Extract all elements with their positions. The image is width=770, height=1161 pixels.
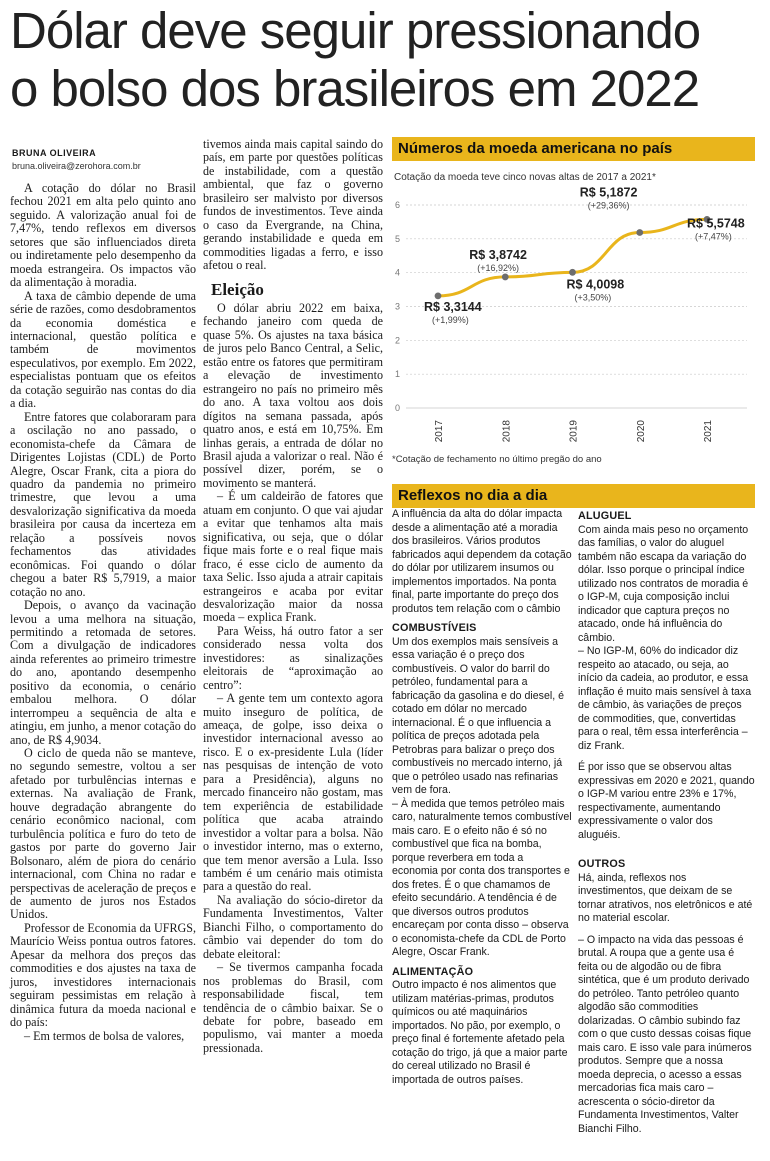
change-label: (+16,92%) bbox=[477, 262, 520, 273]
value-label: R$ 3,8742 bbox=[469, 247, 527, 262]
heading-aluguel: ALUGUEL bbox=[578, 510, 632, 522]
value-label: R$ 3,3144 bbox=[424, 299, 482, 314]
paragraph: – Em termos de bolsa de valores, bbox=[24, 1028, 185, 1043]
change-label: (+29,36%) bbox=[587, 200, 630, 211]
x-tick-label: 2021 bbox=[703, 420, 714, 443]
y-tick-label: 6 bbox=[394, 200, 400, 210]
reflexos-title: Reflexos no dia a dia bbox=[392, 484, 755, 508]
heading-outros: OUTROS bbox=[578, 858, 626, 870]
paragraph: O dólar abriu 2022 em baixa, fechando janeiro com queda de quase 5%. Os ajustes na taxa básica de juros pelo Banco Central, a Selic, estão entre os fatores que permitiram a elevação de investimento estrangeiro no país no primeiro mês do ano. A taxa voltou aos dois dígitos na semana passada, após quatro anos, e está em 10,75%. Em linhas gerais, a entrada de dólar no Brasil ajuda a valorizar o real. Não é possível dizer, porém, se o movimento se manterá. bbox=[203, 300, 383, 490]
data-point bbox=[569, 269, 576, 276]
y-tick-label: 1 bbox=[394, 369, 400, 380]
paragraph: tivemos ainda mais capital saindo do país, em parte por questões políticas de instabilidade, com a questão ambiental, que faz o governo brasileiro ser malvisto por diversos fundos de investimentos. Teve ainda o caso da Evergrande, na China, gerando instabilidade e queda em commodities ligadas a ferro, e isso afetou o real. bbox=[203, 137, 383, 273]
paragraph: Depois, o avanço da vacinação levou a uma melhora na situação, permitindo a retomada de setores. Com a divulgação de indicadores ainda referentes ao primeiro trimestre do ano, apontando desempenho positivo da economia, o cenário embalou melhora. O dólar interrompeu a sequência de alta e atingiu, em junho, a menor cotação do ano, de R$ 4,9034. bbox=[10, 598, 196, 747]
reflexos-column-1 bbox=[392, 508, 572, 1087]
heading-combustiveis: COMBUSTÍVEIS bbox=[392, 622, 477, 634]
value-label: R$ 5,1872 bbox=[579, 185, 638, 200]
paragraph: Um dos exemplos mais sensíveis a essa variação é o preço dos combustíveis. O valor do barril do petróleo, fundamental para a fabricação da gasolina e do diesel, é cotado em dólar no mercado internacional. É o que influencia a política de preços adotada pela Petrobras para balizar o preço dos combustíveis no mercado interno, já que o petróleo usado nas refinarias vem de fora. bbox=[392, 635, 564, 796]
dollar-chart bbox=[392, 185, 755, 453]
subheading-eleicao: Eleição bbox=[211, 279, 264, 299]
heading-alimentacao: ALIMENTAÇÃO bbox=[392, 965, 474, 978]
byline bbox=[12, 148, 192, 171]
paragraph: Entre fatores que colaboraram para a oscilação no ano passado, o economista-chefe da Câmara de Dirigentes Lojistas (CDL) de Porto Alegre, Oscar Frank, cita a piora do quadro da pandemia no primeiro trimestre, que levou a uma desvalorização significativa da moeda brasileira por causa da incerteza em relação a possíveis novos fechamentos das atividades econômicas. Foi quando o dólar chegou a bater R$ 5,7919, a maior cotação no ano. bbox=[10, 409, 196, 599]
chart-footnote: *Cotação de fechamento no último pregão do ano bbox=[392, 454, 602, 465]
x-tick-label: 2017 bbox=[434, 420, 445, 443]
paragraph: – Se tivermos campanha focada nos problemas do Brasil, com responsabilidade fiscal, tem tendência de o câmbio baixar. Se o debate for pobre, baseado em populismo, vai manter a moeda pressionada. bbox=[203, 960, 383, 1055]
author-name: BRUNA OLIVEIRA bbox=[12, 148, 97, 158]
data-point bbox=[435, 292, 442, 299]
paragraph: Outro impacto é nos alimentos que utilizam matérias-primas, produtos químicos ou até maquinários importados. No pão, por exemplo, o preço final é fortemente afetado pela cotação do trigo, já que a maior parte do cereal utilizado no Brasil é importada de outros países. bbox=[392, 979, 568, 1086]
x-tick-label: 2018 bbox=[501, 420, 513, 443]
paragraph: – A gente tem um contexto agora muito inseguro de política, de ameaça, de golpe, isso deixa o investidor internacional avesso ao risco. E o ex-presidente Lula (líder nas pesquisas de intenção de voto para a Presidência), alguns no mercado financeiro não gostam, mas tem experiência de estabilidade política que acaba atraindo investidor a voltar para a bolsa. Não o investidor interno, mas o externo, que tem menor aversão a Lula. Isso também é um cenário mais otimista para a questão do real. bbox=[203, 691, 383, 894]
chart-title: Números da moeda americana no país bbox=[392, 137, 755, 161]
change-label: (+3,50%) bbox=[574, 292, 612, 303]
paragraph: Para Weiss, há outro fator a ser considerado nessa volta dos investidores: as sinalizações eleitorais de “aproximação ao centro”: bbox=[203, 623, 383, 692]
paragraph: Na avaliação do sócio-diretor da Fundamenta Investimentos, Valter Bianchi Filho, o comportamento do câmbio vai depender do tom do debate eleitoral: bbox=[203, 892, 383, 961]
headline-line-2: o bolso dos brasileiros em 2022 bbox=[10, 60, 700, 117]
chart-subtitle: Cotação da moeda teve cinco novas altas de 2017 a 2021* bbox=[394, 172, 656, 183]
article-column-1 bbox=[10, 182, 196, 1043]
paragraph: – O impacto na vida das pessoas é brutal. A roupa que a gente usa é feita ou de algodão ou de fibra sintética, que é um produto derivado do petróleo. Tanto petróleo quanto algodão são commodities dolarizadas. O câmbio subindo faz com o que custo dessas coisas fique mais caro. E isso vale para inúmeros produtos. Sempre que a nossa moeda deprecia, o acesso a essas mercadorias fica mais caro – acrescenta o sócio-diretor da Fundamenta Investimentos, Valter Bianchi Filho. bbox=[578, 933, 752, 1135]
paragraph: Professor de Economia da UFRGS, Maurício Weiss pontua outros fatores. Apesar da melhora dos preços das commodities e dos ajustes na taxa de juros, investidores internacionais seguiram pessimistas em relação à dinâmica futura da moeda nacional e do país: bbox=[10, 920, 196, 1030]
paragraph: Com ainda mais peso no orçamento das famílias, o valor do aluguel também não escapa da variação do dólar. Isso porque o principal índice utilizado nos contratos de moradia é o IGP-M, cuja composição inclui indicador que captura preços no atacado, onde há influência do câmbio. bbox=[578, 523, 749, 644]
paragraph: É por isso que se observou altas expressivas em 2020 e 2021, quando o IGP-M variou entre 23% e 17%, respectivamente, aumentando expressivamente o valor dos aluguéis. bbox=[578, 761, 755, 841]
x-tick-label: 2020 bbox=[635, 420, 647, 443]
paragraph: O ciclo de queda não se manteve, no segundo semestre, voltou a ser afetado por turbulências internas e externas. Na avaliação de Frank, houve degradação abrangente do cenário econômico nacional, com turbulência política e furo do teto de gastos por parte do governo Jair Bolsonaro, além de piora do cenário internacional, com China no radar e perspectivas de aceleração de preços e de aumento de juros nos Estados Unidos. bbox=[10, 746, 196, 922]
data-point bbox=[636, 229, 643, 236]
value-label: R$ 4,0098 bbox=[566, 277, 625, 292]
y-tick-label: 2 bbox=[394, 335, 400, 346]
paragraph: – No IGP-M, 60% do indicador diz respeito ao atacado, ou seja, ao início da cadeia, ao produtor, e essa inflação é muito mais sensível à taxa de câmbio, às variações de preços de commodities, que, convertidas para o real, têm essa interferência – diz Frank. bbox=[578, 645, 752, 752]
paragraph: Há, ainda, reflexos nos investimentos, que deixam de se tornar atrativos, nos eletrônicos e até no material escolar. bbox=[578, 871, 753, 924]
x-tick-label: 2019 bbox=[568, 420, 580, 443]
paragraph: A taxa de câmbio depende de uma série de razões, como desdobramentos da economia doméstica e internacional, questão política e também de movimentos especulativos, por exemplo. Em 2022, especialistas pontuam que os efeitos da cotação seguirão nas contas do dia a dia. bbox=[10, 288, 196, 411]
change-label: (+1,99%) bbox=[432, 314, 469, 325]
headline-line-1: Dólar deve seguir pressionando bbox=[10, 2, 701, 59]
author-email[interactable]: bruna.oliveira@zerohora.com.br bbox=[12, 161, 141, 171]
data-point bbox=[502, 274, 509, 281]
chart-box bbox=[392, 137, 755, 467]
paragraph: A cotação do dólar no Brasil fechou 2021 em alta pelo quinto ano seguido. A valorização anual foi de 7,47%, tendo reflexos em diversos setores que são influenciados direta ou indiretamente pelo desempenho da moeda estrangeira. Os impactos vão da alimentação à moradia. bbox=[10, 181, 196, 290]
paragraph: – À medida que temos petróleo mais caro, naturalmente temos combustível mais caro. E o efeito não é só no combustível que fica na bomba, porque reverbera em toda a economia por conta dos transportes e dos fretes. É o que chamamos de efeito secundário. A tendência é de que diversos outros produtos encareçam por conta disso – observa o economista-chefe da CDL de Porto Alegre, Oscar Frank. bbox=[392, 797, 572, 958]
y-tick-label: 5 bbox=[394, 233, 400, 244]
reflexos-intro: A influência da alta do dólar impacta desde a alimentação até a moradia dos brasileiros. Vários produtos fabricados aqui dependem da cotação do dólar por utilizarem insumos ou implementos importados. Na ponta final, parte importante do preço dos produtos tem relação com o câmbio bbox=[392, 508, 572, 615]
headline bbox=[10, 2, 760, 118]
paragraph: – É um caldeirão de fatores que atuam em conjunto. O que vai ajudar a evitar que tenhamos alta mais significativa, ou seja, que o dólar fique mais forte e o real fique mais fraco, é esse ciclo de aumento da taxa Selic. Isso ajuda a atrair capitais estrangeiros e acaba por evitar desvalorização maior da nossa moeda – explica Frank. bbox=[203, 489, 383, 625]
y-tick-label: 0 bbox=[394, 403, 400, 413]
value-label: R$ 5,5748 bbox=[687, 216, 745, 231]
reflexos-column-2 bbox=[578, 510, 755, 1136]
y-tick-label: 3 bbox=[394, 301, 400, 312]
y-tick-label: 4 bbox=[394, 267, 400, 278]
article-column-2 bbox=[203, 138, 383, 1055]
change-label: (+7,47%) bbox=[695, 231, 732, 242]
